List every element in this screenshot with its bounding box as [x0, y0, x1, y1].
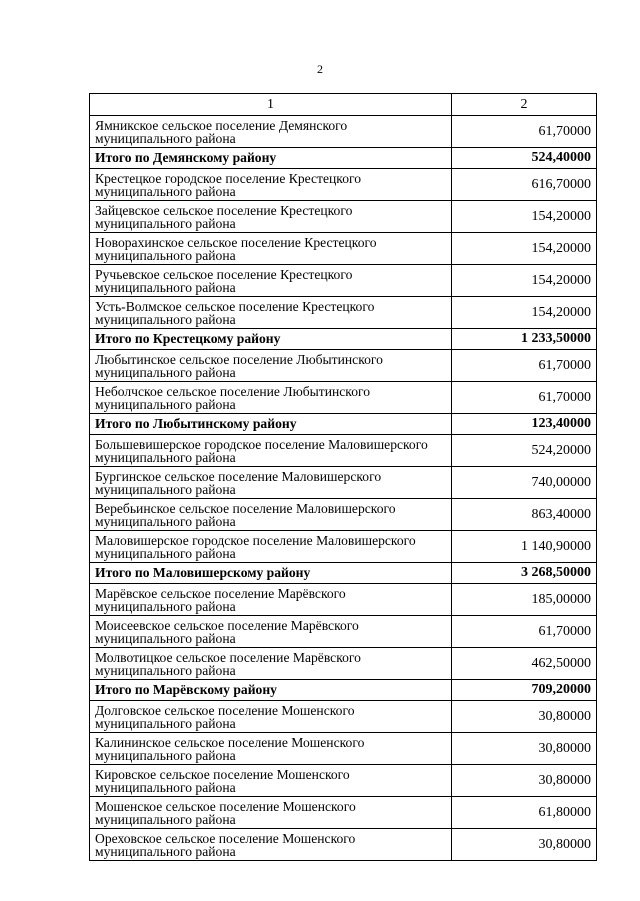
- total-label: Итого по Любытинскому району: [90, 414, 452, 435]
- amount: 30,80000: [452, 765, 597, 797]
- amount: 616,70000: [452, 169, 597, 201]
- settlement-name: Марёвское сельское поселение Марёвского муниципального района: [90, 584, 452, 616]
- settlement-name: Веребьинское сельское поселение Маловишерского муниципального района: [90, 499, 452, 531]
- amount: 154,20000: [452, 233, 597, 265]
- amount: 30,80000: [452, 829, 597, 861]
- amount: 740,00000: [452, 467, 597, 499]
- total-row: [90, 563, 597, 584]
- total-label: Итого по Марёвскому району: [90, 680, 452, 701]
- table-row: [90, 265, 597, 297]
- table-row: [90, 531, 597, 563]
- table-row: [90, 350, 597, 382]
- settlement-name: Калининское сельское поселение Мошенского муниципального района: [90, 733, 452, 765]
- amount: 61,70000: [452, 116, 597, 148]
- table-row: [90, 584, 597, 616]
- settlement-name: Маловишерское городское поселение Маловишерского муниципального района: [90, 531, 452, 563]
- table-row: [90, 648, 597, 680]
- table-row: [90, 829, 597, 861]
- table-row: [90, 701, 597, 733]
- settlement-name: Бургинское сельское поселение Маловишерского муниципального района: [90, 467, 452, 499]
- table-row: [90, 116, 597, 148]
- table-row: [90, 499, 597, 531]
- total-amount: 524,40000: [452, 148, 597, 169]
- table-header-row: [90, 94, 597, 116]
- table-row: [90, 765, 597, 797]
- total-label: Итого по Крестецкому району: [90, 329, 452, 350]
- amount: 1 140,90000: [452, 531, 597, 563]
- settlement-name: Зайцевское сельское поселение Крестецкого муниципального района: [90, 201, 452, 233]
- amount: 61,70000: [452, 350, 597, 382]
- budget-table: [89, 93, 597, 861]
- total-label: Итого по Демянскому району: [90, 148, 452, 169]
- page-number: 2: [317, 62, 323, 76]
- total-row: [90, 414, 597, 435]
- settlement-name: Крестецкое городское поселение Крестецкого муниципального района: [90, 169, 452, 201]
- amount: 154,20000: [452, 297, 597, 329]
- table-row: [90, 733, 597, 765]
- settlement-name: Большевишерское городское поселение Маловишерского муниципального района: [90, 435, 452, 467]
- settlement-name: Молвотицкое сельское поселение Марёвского муниципального района: [90, 648, 452, 680]
- table-row: [90, 467, 597, 499]
- amount: 61,70000: [452, 382, 597, 414]
- total-amount: 123,40000: [452, 414, 597, 435]
- amount: 185,00000: [452, 584, 597, 616]
- amount: 524,20000: [452, 435, 597, 467]
- amount: 30,80000: [452, 733, 597, 765]
- column-header-1: 1: [90, 94, 452, 116]
- settlement-name: Моисеевское сельское поселение Марёвского муниципального района: [90, 616, 452, 648]
- amount: 863,40000: [452, 499, 597, 531]
- amount: 61,70000: [452, 616, 597, 648]
- table-row: [90, 233, 597, 265]
- settlement-name: Усть-Волмское сельское поселение Крестецкого муниципального района: [90, 297, 452, 329]
- total-amount: 1 233,50000: [452, 329, 597, 350]
- total-label: Итого по Маловишерскому району: [90, 563, 452, 584]
- table-row: [90, 169, 597, 201]
- settlement-name: Новорахинское сельское поселение Крестецкого муниципального района: [90, 233, 452, 265]
- table-row: [90, 382, 597, 414]
- total-row: [90, 329, 597, 350]
- settlement-name: Ямникское сельское поселение Демянского муниципального района: [90, 116, 452, 148]
- column-header-2: 2: [452, 94, 597, 116]
- table-row: [90, 435, 597, 467]
- table-row: [90, 297, 597, 329]
- total-amount: 3 268,50000: [452, 563, 597, 584]
- amount: 154,20000: [452, 265, 597, 297]
- settlement-name: Любытинское сельское поселение Любытинского муниципального района: [90, 350, 452, 382]
- settlement-name: Долговское сельское поселение Мошенского муниципального района: [90, 701, 452, 733]
- total-row: [90, 680, 597, 701]
- settlement-name: Неболчское сельское поселение Любытинского муниципального района: [90, 382, 452, 414]
- amount: 30,80000: [452, 701, 597, 733]
- amount: 462,50000: [452, 648, 597, 680]
- total-amount: 709,20000: [452, 680, 597, 701]
- table-row: [90, 616, 597, 648]
- amount: 61,80000: [452, 797, 597, 829]
- settlement-name: Кировское сельское поселение Мошенского муниципального района: [90, 765, 452, 797]
- settlement-name: Ореховское сельское поселение Мошенского муниципального района: [90, 829, 452, 861]
- total-row: [90, 148, 597, 169]
- table-row: [90, 797, 597, 829]
- table-body: [90, 94, 597, 861]
- amount: 154,20000: [452, 201, 597, 233]
- settlement-name: Мошенское сельское поселение Мошенского муниципального района: [90, 797, 452, 829]
- settlement-name: Ручьевское сельское поселение Крестецкого муниципального района: [90, 265, 452, 297]
- table-row: [90, 201, 597, 233]
